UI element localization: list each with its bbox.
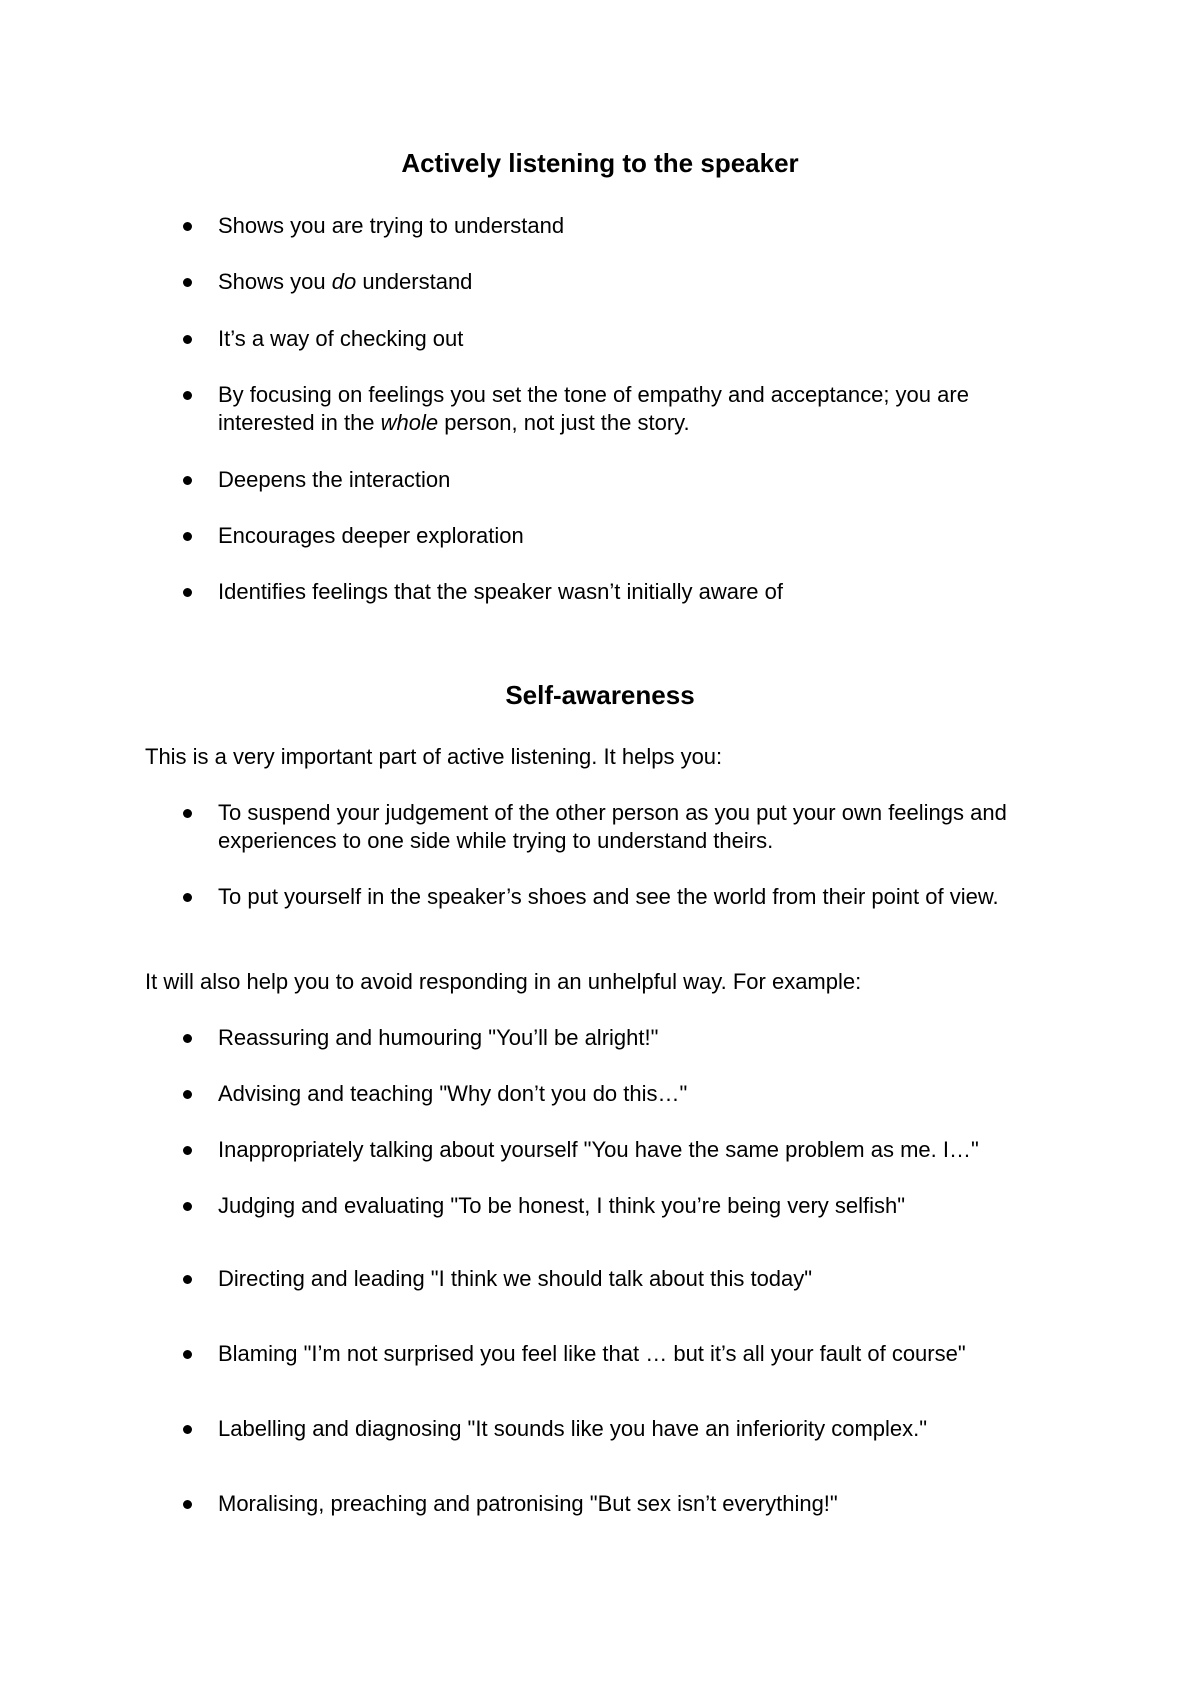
bullet-icon: [183, 1090, 192, 1099]
bullet-icon: [183, 335, 192, 344]
list-item-text: Advising and teaching "Why don’t you do this…": [218, 1081, 688, 1106]
bullet-icon: [183, 809, 192, 818]
list-item-text: It’s a way of checking out: [218, 326, 464, 351]
list-item-text: Shows you do understand: [218, 269, 473, 294]
bullet-icon: [183, 1146, 192, 1155]
bullet-icon: [183, 1500, 192, 1509]
bullet-icon: [183, 476, 192, 485]
list-item-text: Moralising, preaching and patronising "But sex isn’t everything!": [218, 1491, 838, 1516]
bullet-icon: [183, 222, 192, 231]
list-item-text: Blaming "I’m not surprised you feel like that … but it’s all your fault of course": [218, 1341, 966, 1366]
bullet-icon: [183, 588, 192, 597]
section-heading-self-awareness: Self-awareness: [505, 680, 695, 710]
list-item-text: Encourages deeper exploration: [218, 523, 524, 548]
outro-paragraph: It will also help you to avoid responding in an unhelpful way. For example:: [145, 969, 862, 994]
list-item-text: Judging and evaluating "To be honest, I think you’re being very selfish": [218, 1193, 906, 1218]
list-item-text: Inappropriately talking about yourself "You have the same problem as me. I…": [218, 1137, 979, 1162]
list-item-text: To put yourself in the speaker’s shoes and see the world from their point of view.: [218, 884, 999, 909]
list-item-text: To suspend your judgement of the other person as you put your own feelings and experiences to one side while trying to understand theirs.: [218, 800, 1007, 853]
bullet-icon: [183, 532, 192, 541]
section-heading-active-listening: Actively listening to the speaker: [401, 148, 799, 178]
list-item-text: Identifies feelings that the speaker wasn’t initially aware of: [218, 579, 783, 604]
bullet-icon: [183, 1034, 192, 1043]
bullet-icon: [183, 278, 192, 287]
list-item-text: Reassuring and humouring "You’ll be alright!": [218, 1025, 659, 1050]
list-item-text: Labelling and diagnosing "It sounds like you have an inferiority complex.": [218, 1416, 928, 1441]
bullet-icon: [183, 893, 192, 902]
list-item-text: Deepens the interaction: [218, 467, 451, 492]
intro-paragraph: This is a very important part of active listening. It helps you:: [145, 744, 723, 769]
bullet-icon: [183, 1350, 192, 1359]
bullet-icon: [183, 1425, 192, 1434]
bullet-icon: [183, 391, 192, 400]
bullet-icon: [183, 1202, 192, 1211]
list-item-text: Directing and leading "I think we should talk about this today": [218, 1266, 813, 1291]
list-item-text: By focusing on feelings you set the tone of empathy and acceptance; you are interested in the whole person, not just the story.: [218, 382, 969, 435]
list-item-text: Shows you are trying to understand: [218, 213, 565, 238]
bullet-icon: [183, 1275, 192, 1284]
